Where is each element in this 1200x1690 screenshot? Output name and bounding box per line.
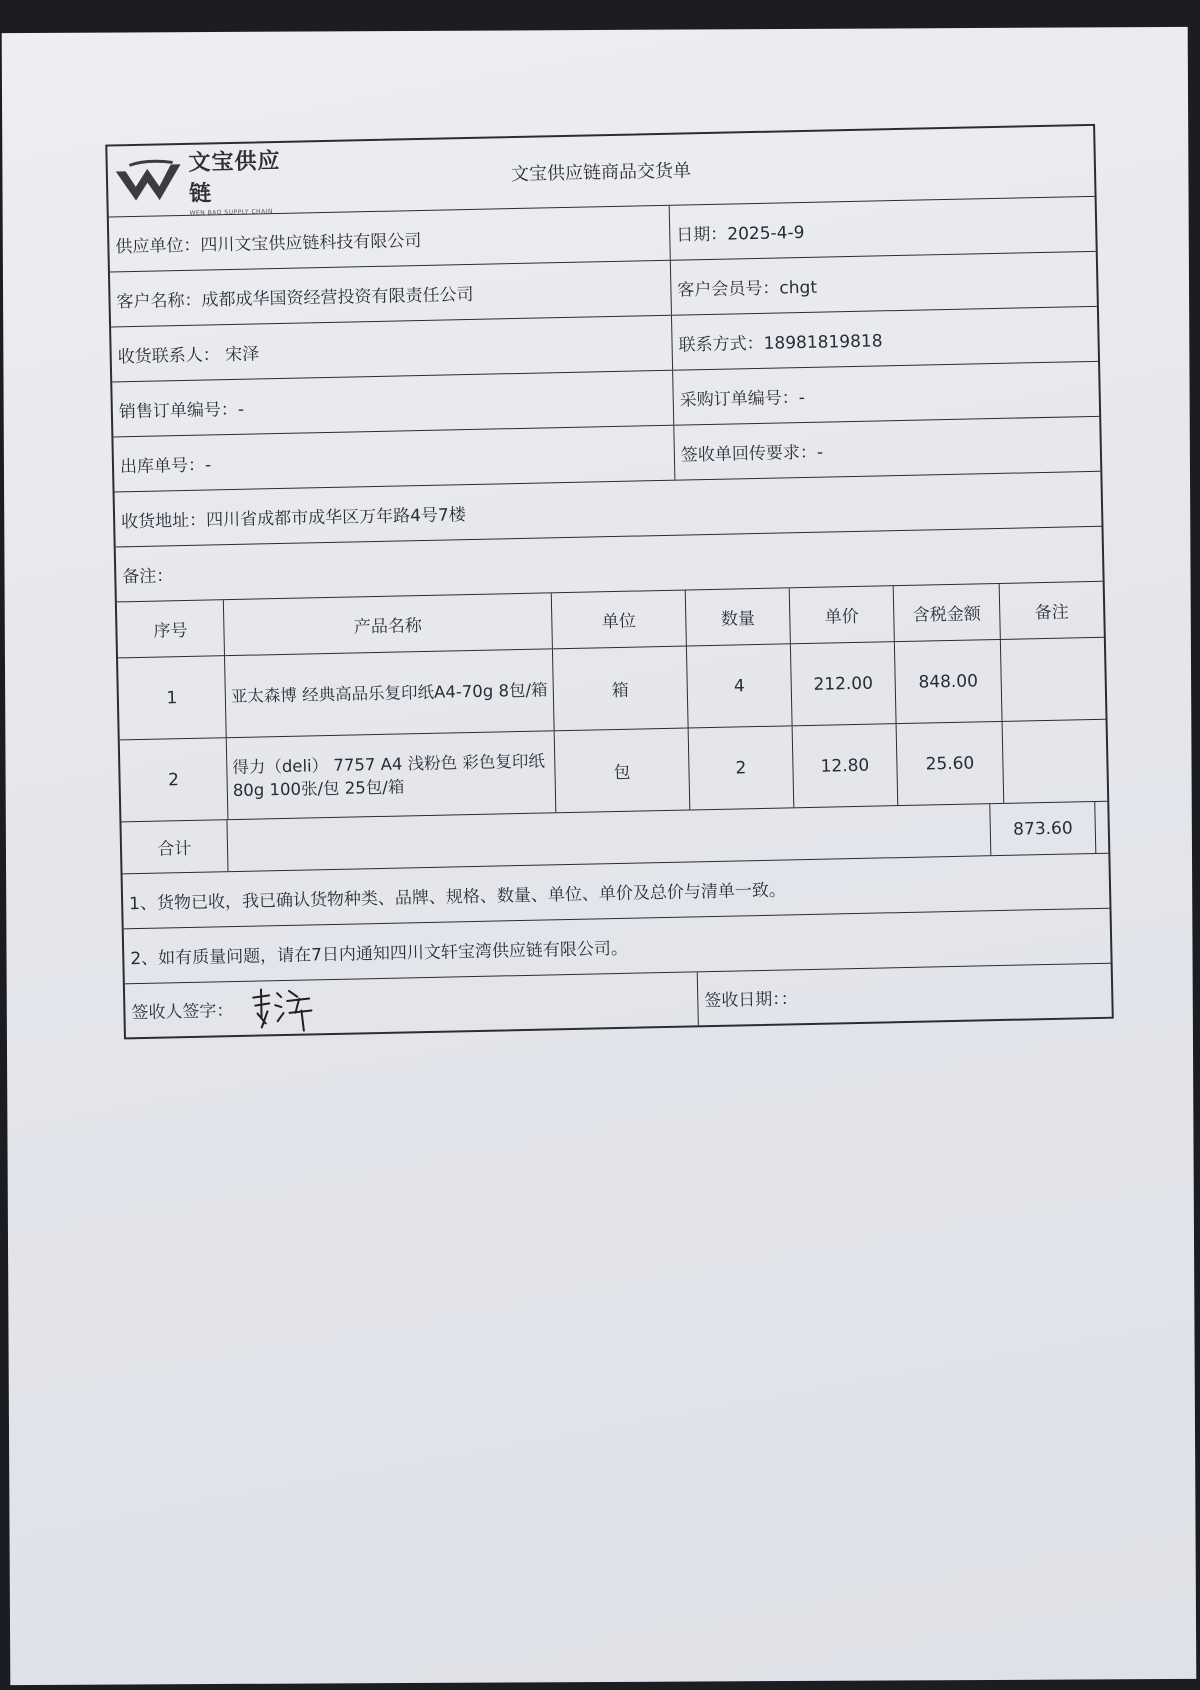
col-header-unit: 单位	[551, 591, 686, 649]
contact-person-field: 收货联系人： 宋泽	[117, 343, 260, 367]
paper-sheet	[2, 27, 1197, 1685]
row-no: 1	[166, 687, 178, 708]
row-qty: 2	[688, 726, 794, 809]
remarks-field: 备注：	[122, 565, 174, 587]
note-line-1: 1、货物已收，我已确认货物种类、品牌、规格、数量、单位、单价及总价与清单一致。	[128, 879, 787, 914]
sign-date-field: 签收日期：：	[697, 964, 1112, 1026]
handwritten-signature	[247, 982, 328, 1034]
row-price: 212.00	[790, 642, 896, 725]
signer-label: 签收人签字：	[131, 1001, 234, 1024]
row-product-name: 得力（deli） 7757 A4 浅粉色 彩色复印纸 80g 100张/包 25包/箱	[226, 731, 556, 819]
row-unit: 箱	[552, 647, 688, 731]
col-header-no: 序号	[153, 620, 188, 642]
receipt-requirement-field: 签收单回传要求：-	[673, 417, 1100, 480]
purchase-order-field: 采购订单编号：-	[672, 362, 1099, 425]
signer-cell	[125, 972, 698, 1037]
logo-text-en: WEN BAO SUPPLY CHAIN	[189, 207, 274, 217]
row-remark	[1000, 638, 1106, 721]
total-amount: 873.60	[990, 802, 1096, 855]
row-no: 2	[167, 769, 180, 790]
total-remark	[1094, 802, 1108, 853]
delivery-form	[105, 124, 1114, 1040]
col-header-qty: 数量	[685, 588, 790, 645]
customer-field: 客户名称：成都成华国资经营投资有限责任公司	[116, 284, 474, 312]
col-header-amount: 含税金额	[893, 584, 1000, 641]
row-amount: 848.00	[894, 640, 1002, 723]
row-amount: 25.60	[896, 722, 1004, 805]
col-header-name: 产品名称	[223, 593, 552, 655]
row-remark	[1002, 720, 1108, 803]
supplier-field: 供应单位：四川文宝供应链科技有限公司	[115, 230, 422, 257]
phone-field: 联系方式：18981819818	[671, 307, 1098, 370]
col-header-price: 单价	[789, 586, 894, 643]
date-field: 日期：2025-4-9	[669, 197, 1096, 260]
row-product-name: 亚太森博 经典高品乐复印纸A4-70g 8包/箱	[224, 649, 554, 737]
outbound-no-field: 出库单号：-	[119, 454, 212, 477]
row-price: 12.80	[792, 724, 898, 807]
logo-text-cn: 文宝供应链	[188, 148, 281, 207]
member-no-field: 客户会员号：chgt	[670, 252, 1097, 315]
row-qty: 4	[686, 644, 792, 727]
total-label: 合计	[157, 838, 192, 860]
address-field: 收货地址：四川省成都市成华区万年路4号7楼	[120, 504, 466, 532]
sales-order-field: 销售订单编号：-	[118, 399, 245, 422]
row-unit: 包	[554, 729, 690, 813]
document-title: 文宝供应链商品交货单	[510, 160, 692, 186]
col-header-remark: 备注	[999, 582, 1104, 639]
note-line-2: 2、如有质量问题，请在7日内通知四川文轩宝湾供应链有限公司。	[130, 938, 629, 969]
